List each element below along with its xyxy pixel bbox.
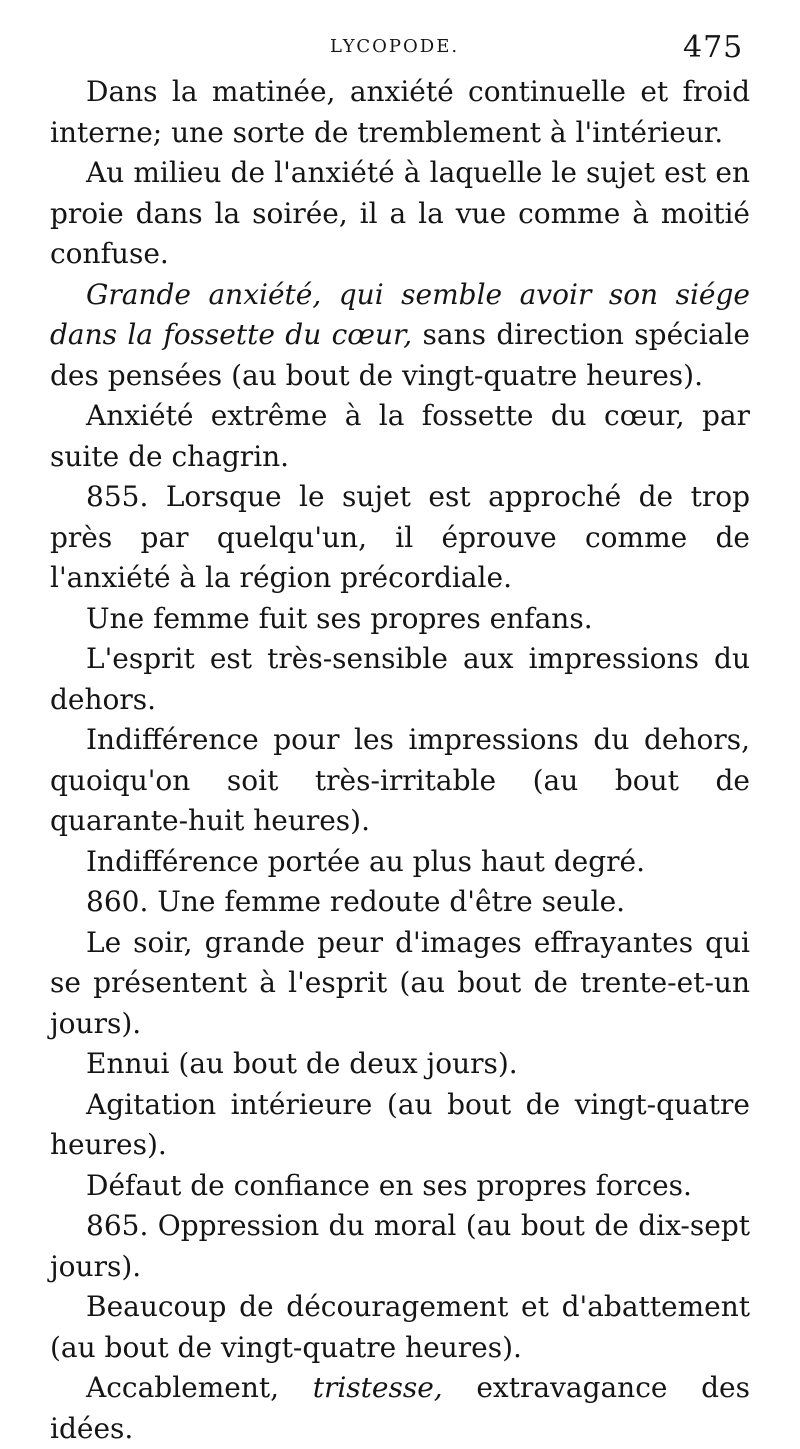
paragraph: Indifférence pour les impressions du dehors, quoiqu'on soit très-irritable (au bout de quarante-huit heures).	[50, 723, 750, 837]
paragraph: Défaut de confiance en ses propres forces.	[86, 1168, 692, 1202]
paragraph: Accablement, tristesse, extravagance des idées.	[50, 1371, 750, 1445]
paragraph: Agitation intérieure (au bout de vingt-quatre heures).	[50, 1087, 750, 1161]
page-number: 475	[683, 30, 744, 65]
paragraph: Au milieu de l'anxiété à laquelle le sujet est en proie dans la soirée, il a la vue comme à moitié confuse.	[50, 156, 750, 270]
paragraph: Le soir, grande peur d'images effrayantes qui se présentent à l'esprit (au bout de trente-et-un jours).	[50, 925, 750, 1040]
body-text	[50, 72, 750, 1449]
running-title: LYCOPODE.	[330, 36, 460, 57]
paragraph: Anxiété extrême à la fossette du cœur, par suite de chagrin.	[50, 399, 750, 473]
paragraph: Indifférence portée au plus haut degré.	[86, 844, 646, 878]
paragraph: Ennui (au bout de deux jours).	[86, 1047, 518, 1080]
paragraph: Une femme fuit ses propres enfans.	[86, 601, 593, 635]
paragraph: Beaucoup de découragement et d'abattement (au bout de vingt-quatre heures).	[50, 1290, 750, 1364]
paragraph: 865. Oppression du moral (au bout de dix-sept jours).	[50, 1209, 750, 1283]
paragraph: Grande anxiété, qui semble avoir son siége dans la fossette du cœur, sans direction spéciale des pensées (au bout de vingt-quatre heures).	[50, 277, 750, 392]
paragraph: 855. Lorsque le sujet est approché de trop près par quelqu'un, il éprouve comme de l'anxiété à la région précordiale.	[50, 480, 750, 594]
paragraph: Dans la matinée, anxiété continuelle et froid interne; une sorte de tremblement à l'intérieur.	[50, 75, 750, 149]
paragraph: L'esprit est très-sensible aux impressions du dehors.	[50, 642, 750, 716]
paragraph: 860. Une femme redoute d'être seule.	[86, 885, 626, 918]
